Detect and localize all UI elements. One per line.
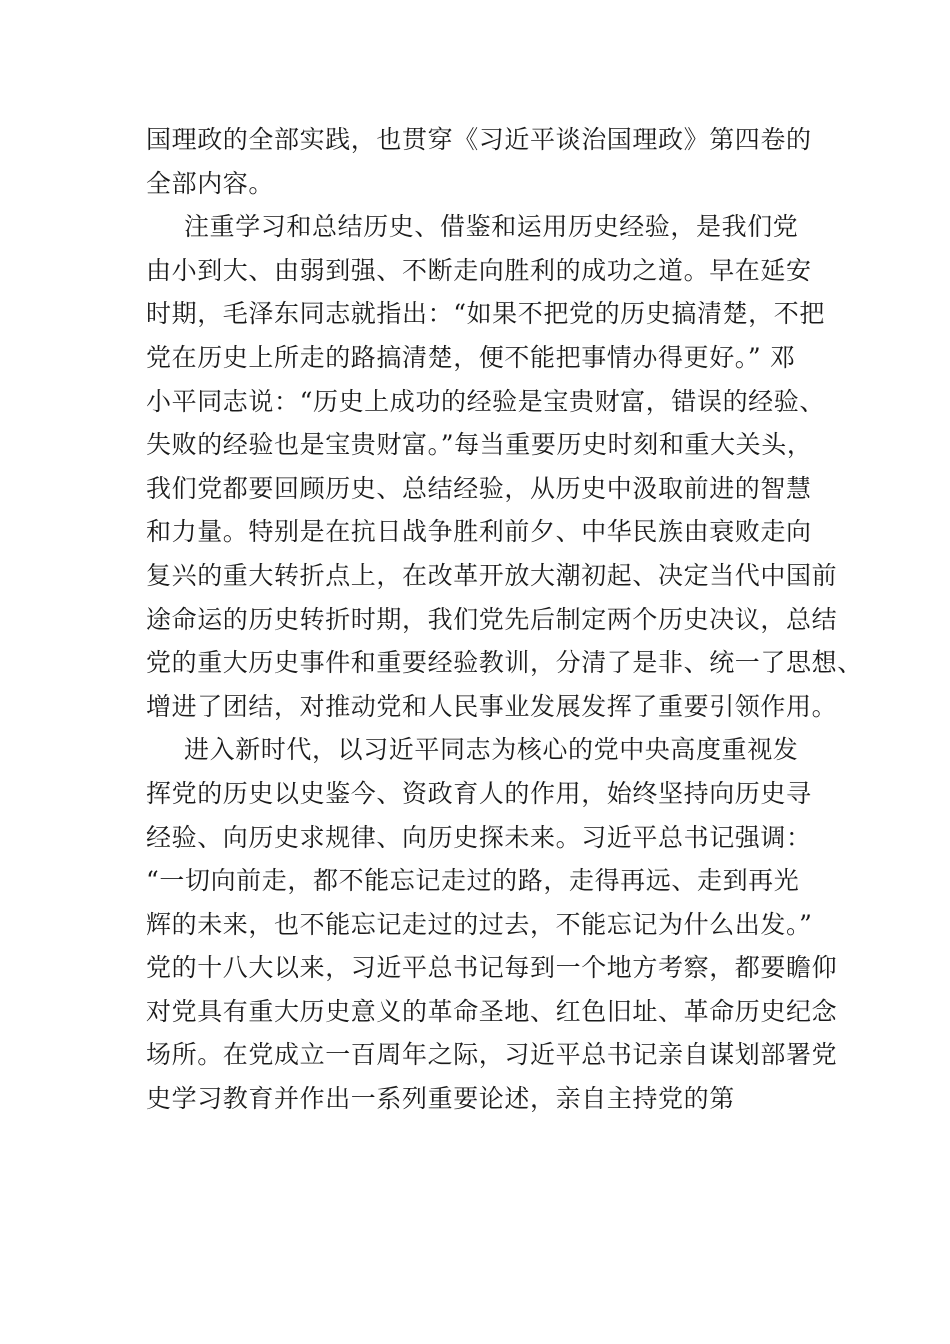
text-line: 增进了团结，对推动党和人民事业发展发挥了重要引领作用。 xyxy=(146,691,838,721)
text-line: 全部内容。 xyxy=(146,168,275,198)
text-line: 挥党的历史以史鉴今、资政育人的作用，始终坚持向历史寻 xyxy=(146,778,812,808)
body-text xyxy=(146,118,863,1121)
text-line: 时期，毛泽东同志就指出：“如果不把党的历史搞清楚，不把 xyxy=(146,299,825,329)
text-line: 复兴的重大转折点上，在改革开放大潮初起、决定当代中国前 xyxy=(146,560,838,590)
text-line: 辉的未来，也不能忘记走过的过去，不能忘记为什么出发。” xyxy=(146,909,813,939)
text-line: 途命运的历史转折时期，我们党先后制定两个历史决议，总结 xyxy=(146,604,838,634)
text-line: 党在历史上所走的路搞清楚，便不能把事情办得更好。” 邓 xyxy=(146,342,796,372)
text-line: 我们党都要回顾历史、总结经验，从历史中汲取前进的智慧 xyxy=(146,473,812,503)
text-line: 史学习教育并作出一系列重要论述，亲自主持党的第 xyxy=(146,1084,735,1114)
text-line: 国理政的全部实践，也贯穿《习近平谈治国理政》第四卷的 xyxy=(146,125,812,154)
text-line: 党的重大历史事件和重要经验教训，分清了是非、统一了思想、 xyxy=(146,648,863,678)
paragraph-first-line: 注重学习和总结历史、借鉴和运用历史经验，是我们党 xyxy=(184,212,799,242)
text-line: 由小到大、由弱到强、不断走向胜利的成功之道。早在延安 xyxy=(146,255,812,285)
text-line: 和力量。特别是在抗日战争胜利前夕、中华民族由衰败走向 xyxy=(146,517,812,547)
paragraph-first-line: 进入新时代，以习近平同志为核心的党中央高度重视发 xyxy=(184,735,799,765)
text-line: 场所。在党成立一百周年之际，习近平总书记亲自谋划部署党 xyxy=(146,1040,838,1070)
text-line: “一切向前走，都不能忘记走过的路，走得再远、走到再光 xyxy=(146,866,800,896)
text-line: 对党具有重大历史意义的革命圣地、红色旧址、革命历史纪念 xyxy=(146,996,838,1026)
text-line: 经验、向历史求规律、向历史探未来。习近平总书记强调： xyxy=(146,822,812,852)
text-line: 党的十八大以来，习近平总书记每到一个地方考察，都要瞻仰 xyxy=(146,953,838,983)
text-line: 小平同志说：“历史上成功的经验是宝贵财富，错误的经验、 xyxy=(146,386,825,416)
text-line: 失败的经验也是宝贵财富。”每当重要历史时刻和重大关头， xyxy=(146,430,813,460)
